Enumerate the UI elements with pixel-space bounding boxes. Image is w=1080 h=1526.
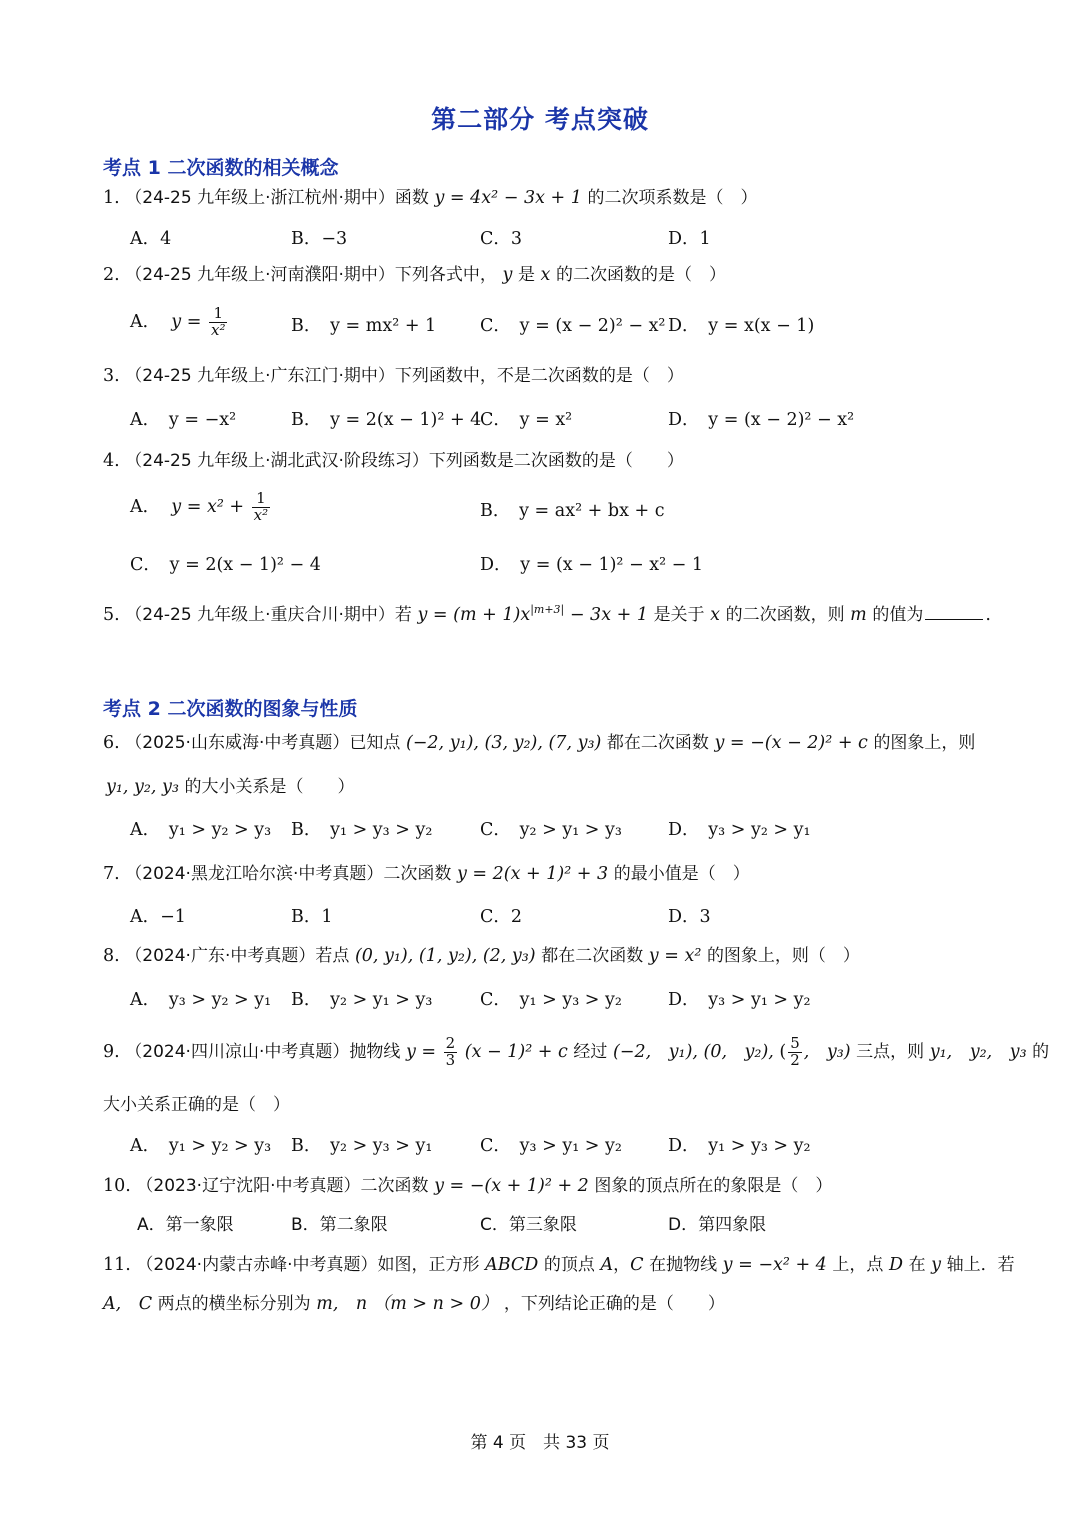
- q9-option-d: D． y₁ > y₃ > y₂: [668, 1136, 811, 1156]
- section-title-2: 考点 2 二次函数的图象与性质: [103, 698, 358, 720]
- q2-option-b: B． y = mx² + 1: [291, 316, 437, 336]
- q4-option-b: B． y = ax² + bx + c: [480, 501, 665, 521]
- q2-option-a: A． y = $\frac{1}{\text{x²}}$: [130, 304, 226, 339]
- question-10: 10. （2023·辽宁沈阳·中考真题）二次函数 y = −(x + 1)² + 2 图象的顶点所在的象限是（ ）: [103, 1176, 833, 1196]
- q4-option-a: A． y = x² + $\frac{1}{\text{x²}}$: [130, 489, 269, 524]
- q7-option-c: C．2: [480, 907, 523, 927]
- q10-option-c: C．第三象限: [480, 1215, 577, 1235]
- q8-option-b: B． y₂ > y₁ > y₃: [291, 990, 433, 1010]
- q3-option-d: D． y = (x − 2)² − x²: [668, 410, 855, 430]
- question-2: 2. （24-25 九年级上·河南濮阳·期中）下列各式中， y 是 x 的二次函数的是（ ）: [103, 265, 726, 285]
- q6-option-a: A． y₁ > y₂ > y₃: [130, 820, 272, 840]
- question-7: 7. （2024·黑龙江哈尔滨·中考真题）二次函数 y = 2(x + 1)² + 3 的最小值是（ ）: [103, 864, 750, 884]
- q6-option-c: C． y₂ > y₁ > y₃: [480, 820, 622, 840]
- q10-option-a: A．第一象限: [137, 1215, 234, 1235]
- section-title-1: 考点 1 二次函数的相关概念: [103, 157, 339, 179]
- question-11-line-2: A, C 两点的横坐标分别为 m, n （m > n > 0） ，下列结论正确的是（ ）: [103, 1294, 725, 1314]
- q4-option-d: D． y = (x − 1)² − x² − 1: [480, 555, 704, 575]
- q2-option-c: C． y = (x − 2)² − x²: [480, 316, 666, 336]
- q8-option-d: D． y₃ > y₁ > y₂: [668, 990, 811, 1010]
- q3-option-a: A． y = −x²: [130, 410, 237, 430]
- q7-option-b: B．1: [291, 907, 333, 927]
- q8-option-a: A． y₃ > y₂ > y₁: [130, 990, 272, 1010]
- question-9: 9. （2024·四川凉山·中考真题）抛物线 y = $\frac{2}{3}$ (x − 1)² + c 经过 (−2, y₁), (0, y₂), ( $\frac{5}{2}$ , y₃) 三点，则 y₁, y₂, y₃ 的: [103, 1034, 1050, 1069]
- page-title: 第二部分 考点突破: [431, 105, 649, 134]
- q6-option-d: D． y₃ > y₂ > y₁: [668, 820, 811, 840]
- q4-option-c: C． y = 2(x − 1)² − 4: [130, 555, 321, 575]
- q8-option-c: C． y₁ > y₃ > y₂: [480, 990, 622, 1010]
- question-6-line-2: y₁, y₂, y₃ 的大小关系是（ ）: [106, 777, 355, 797]
- question-11: 11. （2024·内蒙古赤峰·中考真题）如图，正方形 ABCD 的顶点 A，C 在抛物线 y = −x² + 4 上，点 D 在 y 轴上．若: [103, 1255, 1015, 1275]
- q9-option-a: A． y₁ > y₂ > y₃: [130, 1136, 272, 1156]
- q9-option-b: B． y₂ > y₃ > y₁: [291, 1136, 433, 1156]
- question-5: 5. （24-25 九年级上·重庆合川·期中）若 $y = (m + 1)x^{|m+3|} - 3x + 1$ 是关于 x 的二次函数，则 m 的值为 .: [103, 603, 991, 625]
- q1-option-c: C．3: [480, 229, 523, 249]
- page-footer: 第 4 页 共 33 页: [470, 1433, 610, 1453]
- q1-option-a: A．4: [130, 229, 172, 249]
- question-4: 4. （24-25 九年级上·湖北武汉·阶段练习）下列函数是二次函数的是（ ）: [103, 451, 684, 471]
- question-9-line-2: 大小关系正确的是（ ）: [103, 1095, 290, 1115]
- q1-option-d: D．1: [668, 229, 711, 249]
- q7-option-d: D．3: [668, 907, 711, 927]
- q7-option-a: A．−1: [130, 907, 186, 927]
- q6-option-b: B． y₁ > y₃ > y₂: [291, 820, 433, 840]
- q10-option-d: D．第四象限: [668, 1215, 767, 1235]
- q10-option-b: B．第二象限: [291, 1215, 388, 1235]
- q1-option-b: B．−3: [291, 229, 348, 249]
- q3-option-c: C． y = x²: [480, 410, 573, 430]
- question-8: 8. （2024·广东·中考真题）若点 (0, y₁), (1, y₂), (2, y₃) 都在二次函数 y = x² 的图象上，则（ ）: [103, 946, 860, 966]
- question-3: 3. （24-25 九年级上·广东江门·期中）下列函数中，不是二次函数的是（ ）: [103, 366, 684, 386]
- answer-blank[interactable]: [925, 619, 983, 620]
- q3-option-b: B． y = 2(x − 1)² + 4: [291, 410, 482, 430]
- q9-option-c: C． y₃ > y₁ > y₂: [480, 1136, 622, 1156]
- q2-option-d: D． y = x(x − 1): [668, 316, 815, 336]
- question-6: 6. （2025·山东威海·中考真题）已知点 (−2, y₁), (3, y₂), (7, y₃) 都在二次函数 y = −(x − 2)² + c 的图象上，则: [103, 733, 976, 753]
- question-1: 1. （24-25 九年级上·浙江杭州·期中）函数 y = 4x² − 3x + 1 的二次项系数是（ ）: [103, 188, 758, 208]
